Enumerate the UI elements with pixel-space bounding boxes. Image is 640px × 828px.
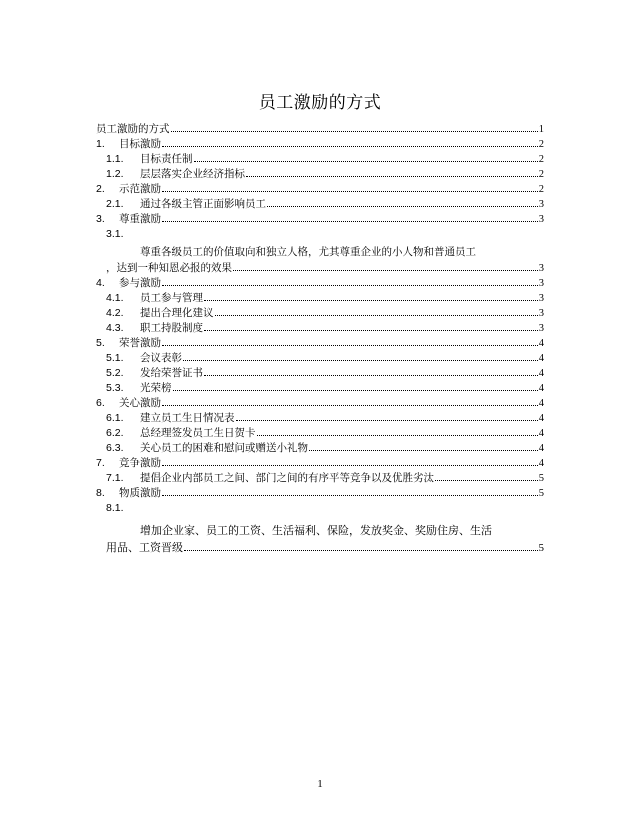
toc-entry[interactable]: [96, 351, 544, 366]
toc-entry-number: 5.1.: [106, 352, 124, 364]
toc-entry[interactable]: [96, 152, 544, 167]
toc-entry-text: 员工激励的方式: [96, 123, 170, 135]
leader-dots: [162, 191, 538, 192]
toc-entry-number: 5.3.: [106, 382, 124, 394]
leader-dots: [215, 315, 538, 316]
toc-entry-number: 3.: [96, 213, 105, 225]
leader-dots: [183, 360, 538, 361]
toc-entry-page: 4: [538, 368, 544, 379]
toc-entry[interactable]: [96, 321, 544, 336]
toc-entry-text: 通过各级主管正面影响员工: [140, 198, 266, 210]
toc-entry-number: 5.: [96, 337, 105, 349]
toc-entry-text: 员工参与管理: [140, 292, 203, 304]
toc-entry-number: 4.3.: [106, 322, 124, 334]
toc-entry-page: 4: [538, 413, 544, 424]
toc-entry-page: 3: [538, 293, 544, 304]
leader-dots: [171, 131, 538, 132]
toc-entry[interactable]: [96, 197, 544, 212]
toc-entry-page: 3: [538, 308, 544, 319]
leader-dots: [173, 390, 538, 391]
toc-entry-text: 尊重各级员工的价值取向和独立人格，尤其尊重企业的小人物和普通员工: [140, 246, 476, 258]
toc-entry-page: 4: [538, 443, 544, 454]
toc-entry-text: 关心员工的困难和慰问或赠送小礼物: [140, 442, 308, 454]
toc-entry-last-line: [96, 261, 544, 276]
leader-dots: [257, 435, 538, 436]
toc-entry-page: 1: [538, 124, 544, 135]
toc-entry-page: 5: [538, 542, 544, 554]
toc-entry[interactable]: [96, 276, 544, 291]
toc-entry-number: 3.1.: [106, 228, 124, 240]
toc-entry[interactable]: [96, 366, 544, 381]
toc-entry-number: 6.3.: [106, 442, 124, 454]
leader-dots: [162, 221, 538, 222]
toc-entry-text: 增加企业家、员工的工资、生活福利、保险，发放奖金、奖励住房、生活: [140, 524, 492, 537]
toc-entry[interactable]: [96, 486, 544, 501]
toc-entry-text: 关心激励: [119, 397, 161, 409]
toc-entry-page: 2: [538, 154, 544, 165]
toc-entry[interactable]: [96, 396, 544, 411]
toc-entry-text: 参与激励: [119, 277, 161, 289]
toc-entry-text-cont: ，达到一种知恩必报的效果: [106, 262, 232, 274]
toc-entry-text: 总经理签发员工生日贺卡: [140, 427, 256, 439]
toc-entry-page: 4: [538, 383, 544, 394]
toc-entry[interactable]: [96, 291, 544, 306]
toc-entry-page: 3: [538, 214, 544, 225]
toc-entry-number: 2.: [96, 183, 105, 195]
toc-entry-text: 提出合理化建议: [140, 307, 214, 319]
toc-entry-text-line: [96, 244, 544, 261]
toc-entry-page: 2: [538, 184, 544, 195]
toc-entry[interactable]: [96, 306, 544, 321]
toc-entry[interactable]: [96, 411, 544, 426]
table-of-contents: [96, 122, 544, 556]
leader-dots: [204, 300, 538, 301]
toc-entry-text: 提倡企业内部员工之间、部门之间的有序平等竞争以及优胜劣汰: [140, 472, 434, 484]
toc-entry-number: 1.: [96, 138, 105, 150]
toc-entry-number: 8.: [96, 487, 105, 499]
toc-entry-text: 目标责任制: [140, 153, 193, 165]
toc-entry-text: 尊重激励: [119, 213, 161, 225]
toc-entry-number: 1.1.: [106, 153, 124, 165]
toc-entry-text-cont: 用品、工资晋级: [106, 541, 183, 554]
toc-entry-text: 荣誉激励: [119, 337, 161, 349]
toc-entry-number: 6.1.: [106, 412, 124, 424]
leader-dots: [162, 465, 538, 466]
toc-entry-text: 建立员工生日情况表: [140, 412, 235, 424]
toc-entry-page: 5: [538, 488, 544, 499]
leader-dots: [233, 270, 538, 271]
toc-entry-text: 竞争激励: [119, 457, 161, 469]
leader-dots: [162, 345, 538, 346]
toc-entry-number: 7.1.: [106, 472, 124, 484]
toc-entry-number: 4.: [96, 277, 105, 289]
toc-entry-text: 光荣榜: [140, 382, 172, 394]
toc-entry-text: 发给荣誉证书: [140, 367, 203, 379]
toc-entry-number: 8.1.: [106, 502, 124, 514]
toc-entry-page: 3: [538, 323, 544, 334]
toc-entry-page: 3: [538, 278, 544, 289]
toc-entry-page: 4: [538, 458, 544, 469]
toc-entry-number: 1.2.: [106, 168, 124, 180]
leader-dots: [204, 375, 538, 376]
leader-dots: [246, 176, 538, 177]
toc-entry[interactable]: [96, 167, 544, 182]
toc-entry[interactable]: [96, 227, 544, 276]
toc-entry-text: 层层落实企业经济指标: [140, 168, 245, 180]
toc-entry[interactable]: [96, 182, 544, 197]
toc-entry-text: 职工持股制度: [140, 322, 203, 334]
toc-entry[interactable]: [96, 336, 544, 351]
toc-entry-page: 2: [538, 169, 544, 180]
toc-entry-last-line: [96, 539, 544, 556]
toc-entry[interactable]: [96, 381, 544, 396]
toc-entry-text: 物质激励: [119, 487, 161, 499]
toc-entry[interactable]: [96, 426, 544, 441]
page-number: 1: [317, 778, 323, 790]
leader-dots: [236, 420, 538, 421]
leader-dots: [162, 405, 538, 406]
toc-entry-number: 4.1.: [106, 292, 124, 304]
toc-entry-text: 会议表彰: [140, 352, 182, 364]
leader-dots: [194, 161, 538, 162]
toc-entry-page: 3: [538, 199, 544, 210]
toc-entry-page: 3: [538, 263, 544, 274]
toc-entry-number: 7.: [96, 457, 105, 469]
toc-entry-text: 示范激励: [119, 183, 161, 195]
leader-dots: [184, 550, 538, 551]
leader-dots: [204, 330, 538, 331]
leader-dots: [162, 285, 538, 286]
toc-entry[interactable]: [96, 122, 544, 137]
toc-entry[interactable]: [96, 456, 544, 471]
toc-entry-text: 目标激励: [119, 138, 161, 150]
toc-entry-text-line: [96, 522, 544, 539]
toc-entry-page: 4: [538, 353, 544, 364]
leader-dots: [162, 495, 538, 496]
document-title: 员工激励的方式: [258, 93, 382, 113]
toc-entry-number: 2.1.: [106, 198, 124, 210]
toc-entry-page: 4: [538, 338, 544, 349]
toc-entry-number: 6.: [96, 397, 105, 409]
toc-entry[interactable]: [96, 501, 544, 556]
toc-entry-number: 6.2.: [106, 427, 124, 439]
leader-dots: [309, 450, 538, 451]
leader-dots: [162, 146, 538, 147]
toc-entry-page: 4: [538, 428, 544, 439]
toc-entry-number-line: [96, 501, 544, 516]
toc-entry[interactable]: [96, 137, 544, 152]
toc-entry-page: 5: [538, 473, 544, 484]
toc-entry-number: 4.2.: [106, 307, 124, 319]
toc-entry-page: 2: [538, 139, 544, 150]
toc-entry-page: 4: [538, 398, 544, 409]
toc-entry-number-line: [96, 227, 544, 242]
toc-entry[interactable]: [96, 441, 544, 456]
leader-dots: [435, 480, 538, 481]
leader-dots: [267, 206, 538, 207]
toc-entry[interactable]: [96, 471, 544, 486]
toc-entry[interactable]: [96, 212, 544, 227]
toc-entry-number: 5.2.: [106, 367, 124, 379]
